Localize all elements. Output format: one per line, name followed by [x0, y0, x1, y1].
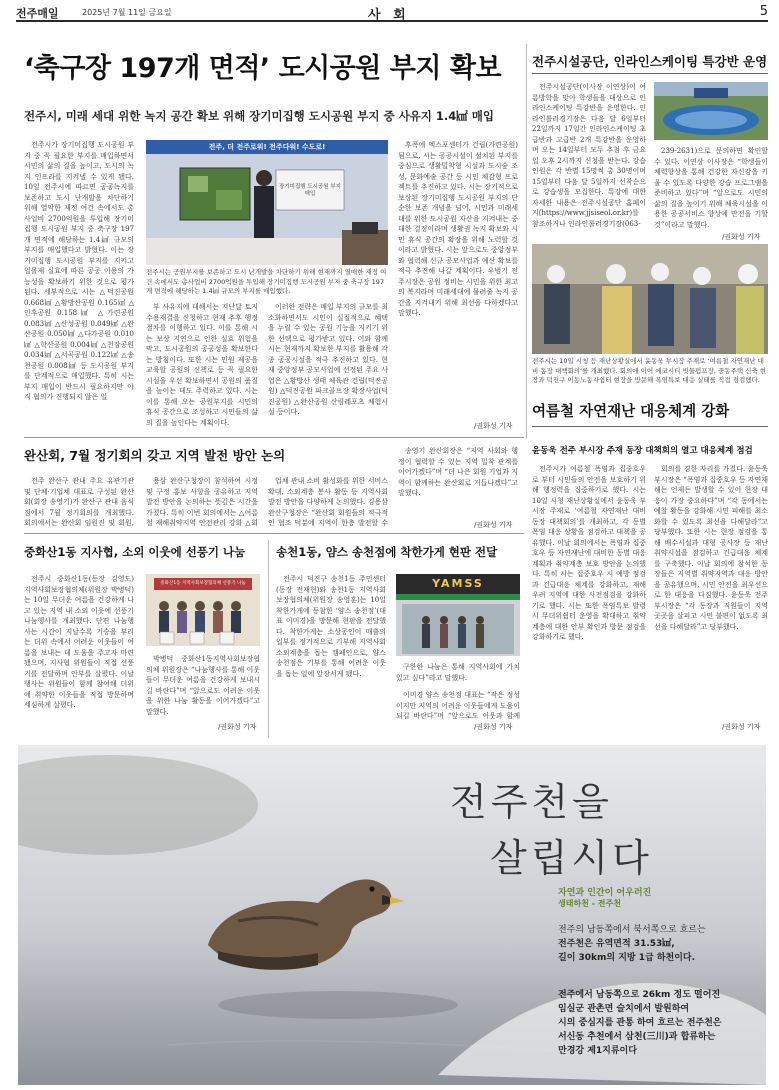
right-top-col1: 전주시설공단(이사장 이연상)이 여름방학을 맞아 학생들을 대상으로 인라인스케이팅 특강반을 운영한다. 인라인롤러경기장은 다음 달 6일부터 22일까지 17일간 인라인스케이팅 초급반과 고급반 2개 특강반을 운영하며 오는 14일부터 모두 추첨 후 금요일 오후 2시까지 신청을 받는다. 강습 인원은 각 반별 15명씩 총 30명이며 15일부터 다음 달 5일까지 선착순으로 강습생을 모집한다. 특강에 대한 자세한 내용은 전주시설공단 홈페이지(https://www.jjsiseol.or.kr)를 참조하거나 인라인롤러경기장(063- [532, 83, 646, 228]
shop-sign: YAMSS [432, 577, 484, 590]
masthead [16, 4, 768, 22]
summer-byline: /권화성 기자 [722, 723, 761, 731]
ad-text1-line3: 길이 30km의 지방 1급 하천이다. [558, 953, 696, 963]
right-top-headline: 전주시설공단, 인라인스케이팅 특강반 운영 [532, 54, 768, 69]
column-divider-2 [268, 540, 269, 738]
section-divider [24, 437, 524, 438]
yamss-shop-photo [396, 574, 520, 656]
main-article-col2: 부 사유지에 대해서는 지난달 토지수용재결을 신청하고 현재 추후 행정절차를 이행하고 있다. 이를 통해 시는 보상 지연으로 인한 실효 위험을 막고, 도시공원의 공공성을 확보한다는 방침이다. 또한 시는 민원 제공을 교육할 공원의 신책로 등 꼭 필요한 시설을 우선 확보하면서 공원의 품질을 높이는 데도 주력하고 있다. 시는 이를 통해 오는 공원부지를 시민의 휴식 공간으로 조성하고 시민들의 삶의 질을 높인다는 계획이다. [146, 303, 258, 427]
main-article-col1: 전주시가 장기미집행 도시공원 부지 중 꼭 필요한 부지를 매입하면서 시민의 삶의 질을 높이고, 도시의 녹지 인프라를 지켜낼 수 있게 됐다. 10일 전주시에 따르면 공공녹지를 보존하고 도시 난개발을 차단하기 위해 열악한 재정 여건 속에서도 총사업비 2700억원을 투입해 장기미집행 도시공원 부지 중 축구장 197개 면적에 해당하는 1.4㎢ 규모의 부지를 매입했다고 밝혔다. 이는 장기미집행 도시공원 부지를 지키고 일몰제 실효에 따른 공공 이용의 가능성을 확보하기 위한 것으로 평가된다. 세부적으로 시는 △덕진공원 0.668㎢ △황방산공원 0.165㎢ △인후공원 0.158㎢ △가련공원 0.083㎢ △산성공원 0.049㎢ △완산공원 0.050㎢ △다가공원 0.010㎢ △학산공원 0.004㎢ △천잠공원 0.034㎢ △서곡공원 0.122㎢ △송천공원 0.008㎢ 등 도시공원 부지를 단계적으로 매입했다. 특히 시는 부지 매입이 반드시 필요하지만 아직 협의가 진행되지 않은 일 [24, 141, 134, 401]
fan-donation-banner: 중화산1동 지역사회보장협의체 선풍기 나눔 [160, 581, 246, 586]
headline-rule [532, 73, 768, 74]
ad-text2-line4: 서신동 추천에서 삼천(三川)과 합류하는 [558, 1032, 716, 1042]
songcheon-col3: 구한한 나눔은 통해 지역사회에 가치 있고 싶다”라고 말했다. [396, 663, 520, 682]
wansan-col1: 전주 완산구 관내 주요 유관기관 및 단체·기업체 대표로 구성된 완산회(회장 송영기)가 완산구 관내 음식점에서 7월 정기회의를 개최했다. 회의에서는 완산회 임원진 및 회원, [24, 477, 134, 527]
summer-col1: 전주시가 여름철 폭염과 집중호우로 부터 시민들의 안전을 보호하기 위해 행정력을 집중하기로 했다. 시는 10일 시청 재난상황실에서 윤동욱 부시장 주재로 ‘여름철 자연재난 대비 동장 대책회의’를 개최하고, 각 동별 폭염 대응 상황을 점검하고 대책을 공유했다. 이날 회의에서는 폭염과 집중호우 등 자연재난에 대비한 동별 대응계획과 취약계층 보호 방안을 논의했다. 특히 시는 집중호우 시 예방 점검과 긴급대응 체계를 강화하고, 재해 우려 지역에 대한 사전점검을 강화하기로 했다. 시는 또한 폭염특보 발령 시 무더위쉼터 운영을 확대하고 취약계층에 대한 안부 확인과 방문 점검을 강화하기로 했다. [532, 465, 646, 641]
wansan-col2: 용삼 완산구청장이 참석하여 시정 및 구정 홍보 사항을 공유하고 지역 발전 방안을 논의하는 뜻깊은 시간을 가졌다. 특히 이번 회의에서는 △여름철 재해취약지역 안전관리 강화 △회 [146, 477, 258, 527]
ad-text2-line1: 전주에서 남동쪽으로 26km 정도 떨어진 [558, 990, 721, 1000]
ad-title-line1: 전주천을 [450, 780, 613, 824]
songcheon-col2: 이미경 얌스 송천점 대표는 “작은 정성이지만 지역의 어려운 이웃들에게 도움이 되길 바란다”며 “앞으로도 이웃과 함께 [396, 691, 520, 720]
junghwasan-col2: 박병덕 중화산1동지역사회보장협의체 위원장은 “나눔행사를 통해 이웃들이 무더운 여름을 건강하게 보내시길 바란다”며 “앞으로도 어려운 이웃을 위한 나눔 활동을 이어가겠다”고 말했다. [146, 655, 260, 716]
wansan-divider [24, 533, 524, 534]
disaster-meeting-photo [532, 244, 768, 354]
junghwasan-byline: /권화성 기자 [218, 723, 257, 731]
ad-tagline1: 자연과 인간이 어우러진 [558, 888, 652, 898]
field-inspection-illustration [532, 244, 768, 354]
songcheon-col1: 전주시 덕진구 송천1동 주민센터(동장 전재현)와 송천1동 지역사회보장협의체(위원장 송영훈)는 10일 착한가게에 동참한 ‘얌스 송천점’(대표 이미경)을 방문해 현판을 전달했다. 착한가게는 소상공인이 매출의 일부를 정기적으로 기부해 지역사회 소외계층을 돕는 캠페인으로, 얌스 송천점은 기부를 통해 어려운 이웃을 돕는 일에 앞장서게 됐다. [276, 575, 386, 678]
main-byline: /권화성 기자 [474, 422, 513, 430]
skating-rink-illustration [654, 82, 768, 140]
right-top-byline: /권화성 기자 [722, 233, 761, 241]
issue-date: 2025년 7월 11일 금요일 [82, 8, 172, 17]
songcheon-byline: /권화성 기자 [474, 723, 513, 731]
wansan-col3: 업체 관내 소비 활성화를 위한 서비스 확대, 소외계층 봉사 활동 등 지역사회 발전 방안을 다양하게 논의했다. 김용삼 완산구청장은 “완산회 회원들의 적극적인 협조 덕분에 지역이 한층 발전할 수 [268, 477, 388, 527]
page-number: 5 [759, 4, 768, 19]
junghwasan-headline: 중화산1동 지사협, 소외 이웃에 선풍기 나눔 [24, 545, 246, 559]
fan-donation-photo [146, 574, 260, 646]
ad-text2-line3: 시의 중심지를 관통 하여 흐르는 전주천은 [558, 1018, 722, 1028]
summer-subhead: 윤동욱 전주 부시장 주재 동장 대책회의 열고 대응체계 점검 [532, 446, 753, 456]
ad-tagline2: 생태하천 - 전주천 [558, 899, 621, 908]
section-title: 사 회 [368, 8, 410, 23]
summer-col2: 회의를 겸한 자리를 가졌다. 윤동욱 부시장은 “폭염과 집중호우 등 자연재해는 언제든 발생할 수 있어 현장 대응이 가장 중요하다”며 “각 동에서는 예찰 활동을 강화해 시민 피해를 최소화할 수 있도록 최선을 다해달라”고 당부했다. 또한 시는 현장 점검을 통해 배수시설과 대형 공사장 등 재난 취약시설을 점검하고 긴급대응 체계를 구축했다. 이날 회의에 참석한 동장들은 지역별 취약지역과 대응 방안을 공유했으며, 시민 안전을 최우선으로 한 대응을 다짐했다. 윤동욱 전주 부시장은 “각 동장과 직원들이 지역 곳곳을 살피고 시민 불편이 없도록 최선을 다해달라”고 당부했다. [654, 465, 768, 631]
ad-text2 [558, 988, 763, 1058]
songcheon-headline: 송천1동, 얌스 송천점에 착한가게 현판 전달 [276, 545, 498, 559]
wansan-byline: /권화성 기자 [474, 521, 513, 529]
main-article-col4: 후폭에 엑스포센터가 건립(가련공원)됨으로, 시는 공공시설이 설치된 부지를 중심으로 생활밀착형 시설과 도시숲 조성, 문화예술 공간 등 시민 체감형 프로젝트를 추진하고 있다. 시는 장기적으로 보상된 장기미집행 도시공원 부지의 단순한 보존 개념을 넘어, 시민과 미래세대를 위한 도시공원 자산을 지켜내는 중대한 결정이라며 생활권 녹지 확보와 시민 휴식 공간의 확장을 위해 노력할 것이라고 밝혔다. 시는 앞으로도 중앙정부와 협력해 신규 공모사업과 예산 확보를 적극 추진해 나갈 계획이다. 우범기 전주시장은 공원 정비는 시민을 위한 최고의 복지라며 미래세대에 물려줄 녹지 공간을 지켜내기 위해 최선을 다하겠다고 말했다. [398, 141, 518, 317]
disaster-meeting-caption: 전주시는 10일 시청 등 재난상황실에서 윤동욱 부시장 주재로 ‘여름철 자연재난 대비 동장 대책회의’를 개최했다. 회의에 이어 에코시티 빗물펌프장, 중동주택 신축 현장과 덕진구 이동노동자쉼터 현장을 방문해 폭염특보 대응 실태를 직접 점검했다. [532, 357, 767, 384]
ad-text1-line2: 전주천은 유역면적 31.53㎢, [558, 939, 675, 949]
ad-text2-line2: 임실군 관촌면 슬치에서 발원하여 [558, 1004, 690, 1014]
main-article-col3: 이러한 전략은 매입 부지의 규모를 최소화하면서도 시민이 실질적으로 혜택을 누릴 수 있는 공원 기능을 지키기 위한 선택으로 평가받고 있다. 이와 함께 시는 현재까지 확보한 부지를 활용해 각종 공공시설을 적극 추진하고 있다. 현재 중앙정부 공모사업에 선정된 주요 사업은 △황방산 생태 체육관 건립(덕진공원) △덕진공원 파크골프장 확장사업(덕진공원) △완산공원 산림레포츠 체험시설 등이다. [268, 303, 388, 416]
junghwasan-col1: 전주시 중화산1동(동장 김영도) 지역사회보장협의체(위원장 박병덕)는 10일 무더운 여름을 건강하게 나고 있는 지역 내 소외 이웃에 선풍기 나눔행사를 개최했다. 단편 나눔행사는 시간이 지날수록 기승을 부리는 더위 속에서 어려운 이웃들이 여름을 보내는 데 도움을 주고자 마련됐으며, 지사협 위원들이 직접 선풍기를 전달하며 안부를 살폈다. 이날 행사는 위원들이 함께 참여해 더위에 취약한 이웃들을 직접 방문하며 세심하게 살폈다. [24, 575, 134, 709]
skating-rink-photo [654, 82, 768, 140]
main-photo-caption: 전주시는 공원부지를 보존하고 도시 난개발을 차단하기 위해 현재까지 열매한 재정 여건 속에서도 총사업비 2700억원을 투입해 장기미집행 도시공원 부지 중 축구장 197개 면적에 해당하는 1.4㎢ 규모의 부지를 매입했다. [146, 268, 387, 295]
ad-text1-line1: 전주의 남동쪽에서 북서쪽으로 흐르는 [558, 925, 706, 935]
summer-rule [532, 426, 768, 427]
main-headline: ‘축구장 197개 면적’ 도시공원 부지 확보 [24, 53, 502, 84]
photo-banner-text: 전주, 더 전주로워! 전주다워! 수도로! [208, 143, 326, 151]
newspaper-name: 전주매일 [16, 7, 59, 20]
wansan-headline: 완산회, 7월 정기회의 갖고 지역 발전 방안 논의 [24, 448, 286, 463]
main-subhead: 전주시, 미래 세대 위한 녹지 공간 확보 위해 장기미집행 도시공원 부지 중 사유지 1.4㎢ 매입 [24, 109, 494, 123]
wansan-col4: 송영기 완산회장은 “지역 사회와 행정이 협력할 수 있는 지역 밀착 관계를 이어가겠다”며 “더 나은 회원 기업과 지역이 함께하는 완산회로 거듭나겠다”고 말했다. [398, 447, 518, 497]
right-top-col2: 239-2631)으로 문의하면 확인할 수 있다. 이연상 이사장은 “학생들이 체력향상을 통해 건강한 자신감을 키울 수 있도록 다양한 강습 프로그램을 준비하고 있다”며 “앞으로도 시민의 삶의 질을 높이기 위해 체육시설을 이용한 공공서비스 향상에 만전을 기할 것”이라고 말했다. [654, 147, 768, 229]
press-briefing-illustration [146, 140, 388, 265]
column-divider [526, 44, 527, 439]
ad-text1 [558, 923, 763, 965]
main-article-photo [146, 140, 388, 265]
jeonjucheon-ad [18, 745, 766, 1085]
summer-headline: 여름철 자연재난 대응체계 강화 [532, 404, 730, 420]
ad-title-line2: 살립시다 [490, 836, 653, 880]
photo-board-text: 장기미집행 도시공원 부지 매입 [279, 184, 341, 197]
ad-text2-line5: 만경강 제1지류이다 [558, 1046, 637, 1056]
